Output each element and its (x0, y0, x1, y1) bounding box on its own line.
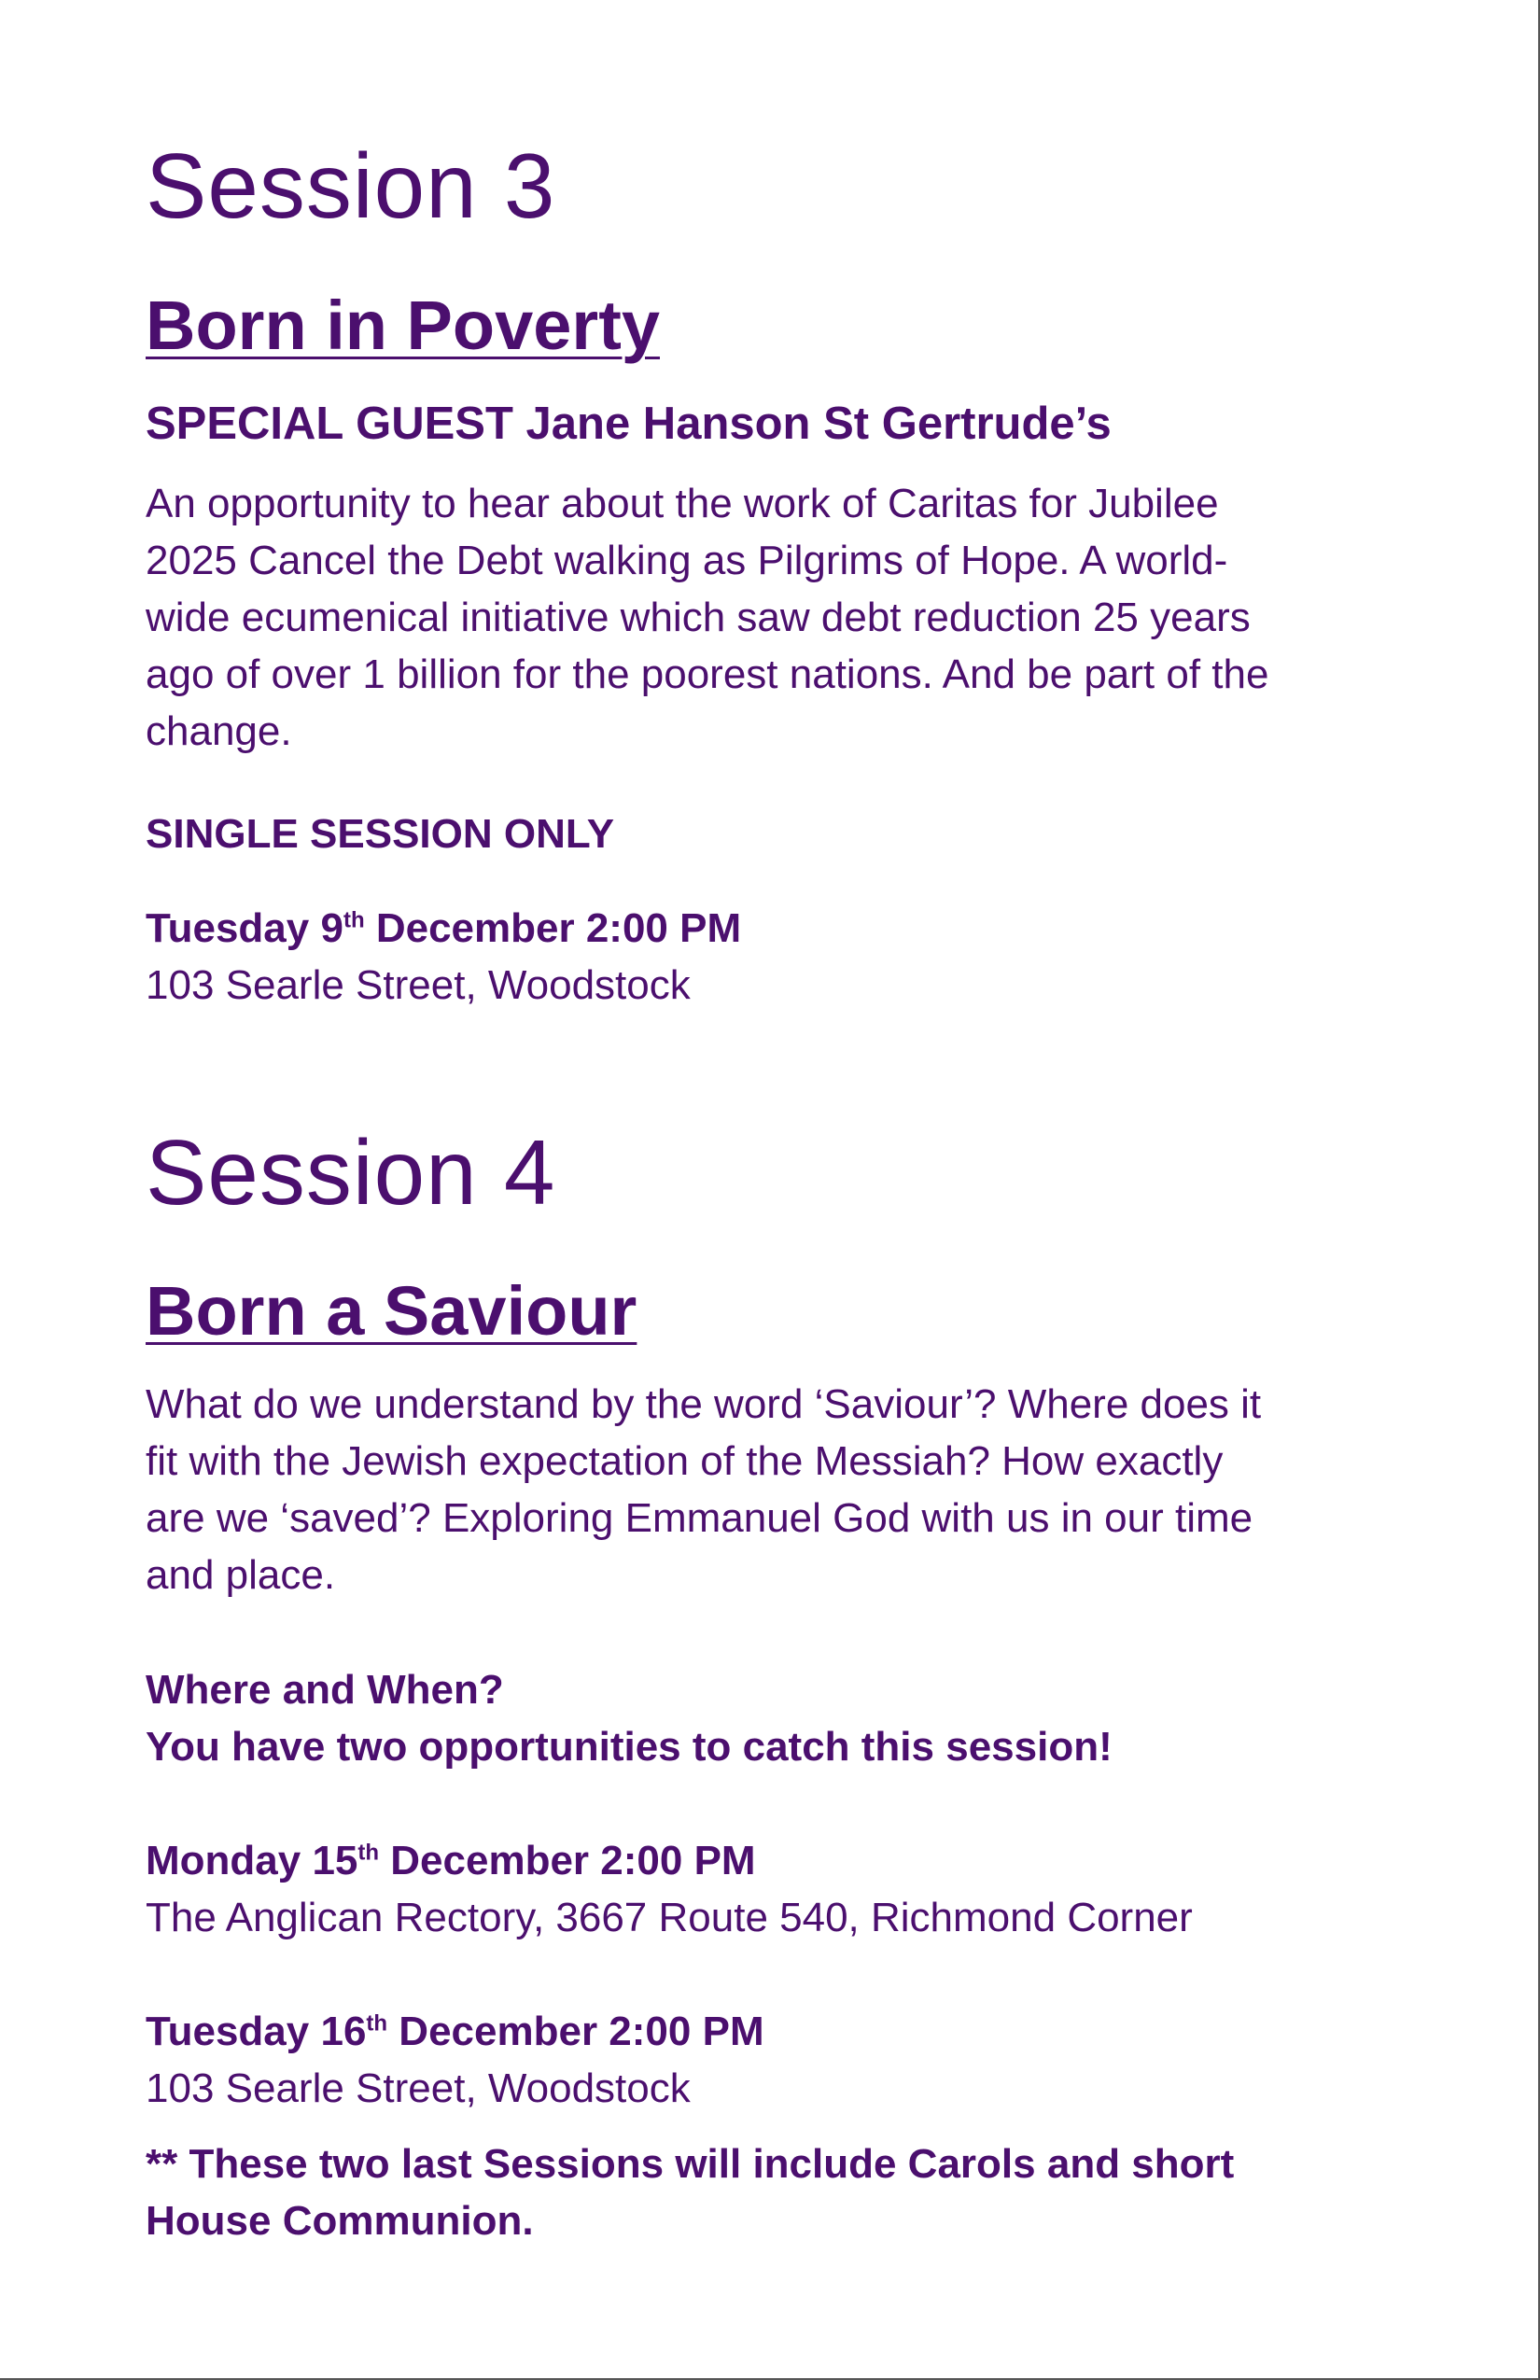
session-3-description (146, 475, 1415, 760)
session-4-description (146, 1376, 1415, 1603)
session-3-title: Born in Poverty (146, 287, 660, 364)
session-4-heading: Session 4 (146, 1121, 556, 1224)
occurrence-1-address: The Anglican Rectory, 3667 Route 540, Richmond Corner (146, 1895, 1193, 1940)
description-line: change. (146, 708, 292, 754)
date-suffix: th (366, 2010, 388, 2037)
closing-note-line: House Communion. (146, 2198, 534, 2244)
description-line: ago of over 1 billion for the poorest nations. And be part of the (146, 651, 1269, 697)
date-rest: December 2:00 PM (364, 905, 742, 951)
single-session-label: SINGLE SESSION ONLY (146, 811, 615, 857)
occurrence-2-address: 103 Searle Street, Woodstock (146, 2065, 691, 2111)
description-line: An opportunity to hear about the work of Caritas for Jubilee (146, 481, 1219, 526)
date-suffix: th (343, 907, 365, 933)
session-3-address: 103 Searle Street, Woodstock (146, 962, 691, 1008)
date-day: Tuesday 16 (146, 2009, 367, 2054)
closing-note-line: ** These two last Sessions will include Carols and short (146, 2141, 1235, 2187)
description-line: are we ‘saved’? Exploring Emmanuel God with us in our time (146, 1495, 1253, 1541)
description-line: 2025 Cancel the Debt walking as Pilgrims of Hope. A world- (146, 538, 1228, 583)
session-4-title: Born a Saviour (146, 1272, 637, 1350)
description-line: fit with the Jewish expectation of the Messiah? How exactly (146, 1438, 1224, 1484)
session-3-heading: Session 3 (146, 134, 556, 237)
date-suffix: th (357, 1840, 380, 1866)
description-line: What do we understand by the word ‘Saviour’? Where does it (146, 1381, 1262, 1427)
occurrence-1-date (146, 1838, 756, 1883)
opportunities-line: You have two opportunities to catch this session! (146, 1724, 1113, 1770)
description-line: and place. (146, 1552, 336, 1598)
date-rest: December 2:00 PM (379, 1838, 756, 1883)
date-rest: December 2:00 PM (387, 2009, 764, 2054)
session-3-date (146, 905, 742, 951)
occurrence-2-date (146, 2011, 764, 2052)
special-guest-line: SPECIAL GUEST Jane Hanson St Gertrude’s (146, 399, 1112, 449)
where-and-when-label: Where and When? (146, 1667, 504, 1713)
date-day: Monday 15 (146, 1838, 358, 1883)
date-day: Tuesday 9 (146, 905, 343, 951)
description-line: wide ecumenical initiative which saw debt reduction 25 years (146, 595, 1251, 640)
